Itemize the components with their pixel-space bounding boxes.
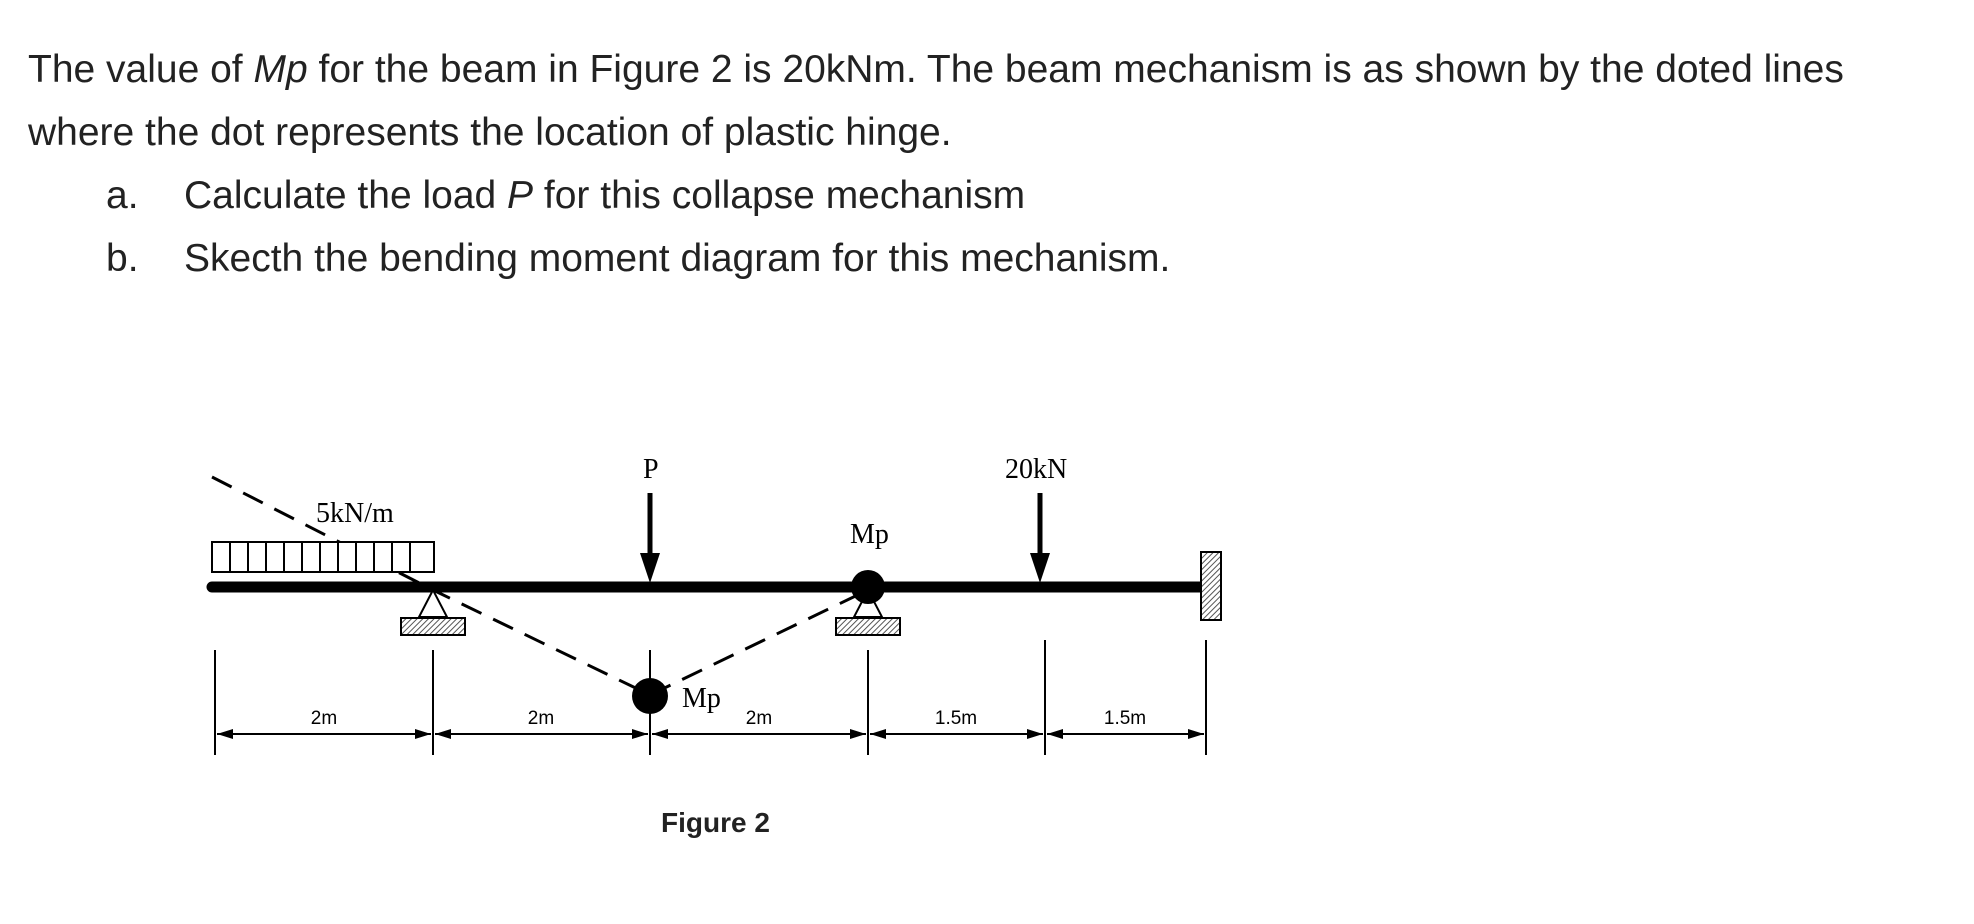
item-b-text: Skecth the bending moment diagram for this mechanism.	[184, 237, 1171, 280]
intro-text-2: for the beam in Figure 2 is 20kNm. The beam mechanism is as shown by the doted lines where the dot represents the location of plastic hinge.	[28, 48, 1844, 154]
pin-support-left	[401, 590, 465, 635]
figure-caption: Figure 2	[661, 807, 770, 838]
item-a-text-2: for this collapse mechanism	[533, 174, 1026, 217]
item-a-var: P	[507, 174, 534, 217]
intro-mp-symbol: Mp	[253, 48, 308, 91]
hinge-bottom-label: Mp	[682, 683, 721, 714]
item-a-text-1: Calculate the load	[184, 174, 508, 217]
plastic-hinge-right	[851, 570, 885, 604]
item-b-marker: b.	[106, 237, 139, 280]
span-label-3: 2m	[745, 708, 773, 729]
fixed-support	[1201, 552, 1221, 620]
load-20kn-label: 20kN	[1005, 454, 1068, 485]
hinge-top-label: Mp	[850, 519, 889, 550]
distributed-load	[212, 542, 434, 572]
load-p-arrow	[640, 493, 660, 583]
udl-label: 5kN/m	[316, 498, 394, 529]
item-a-marker: a.	[106, 174, 139, 217]
span-label-5: 1.5m	[1103, 708, 1147, 729]
load-p-label: P	[643, 454, 659, 485]
span-label-2: 2m	[527, 708, 555, 729]
load-20kn-arrow	[1030, 493, 1050, 583]
span-label-1: 2m	[310, 708, 338, 729]
intro-text-1: The value of	[28, 48, 254, 91]
span-label-4: 1.5m	[934, 708, 978, 729]
